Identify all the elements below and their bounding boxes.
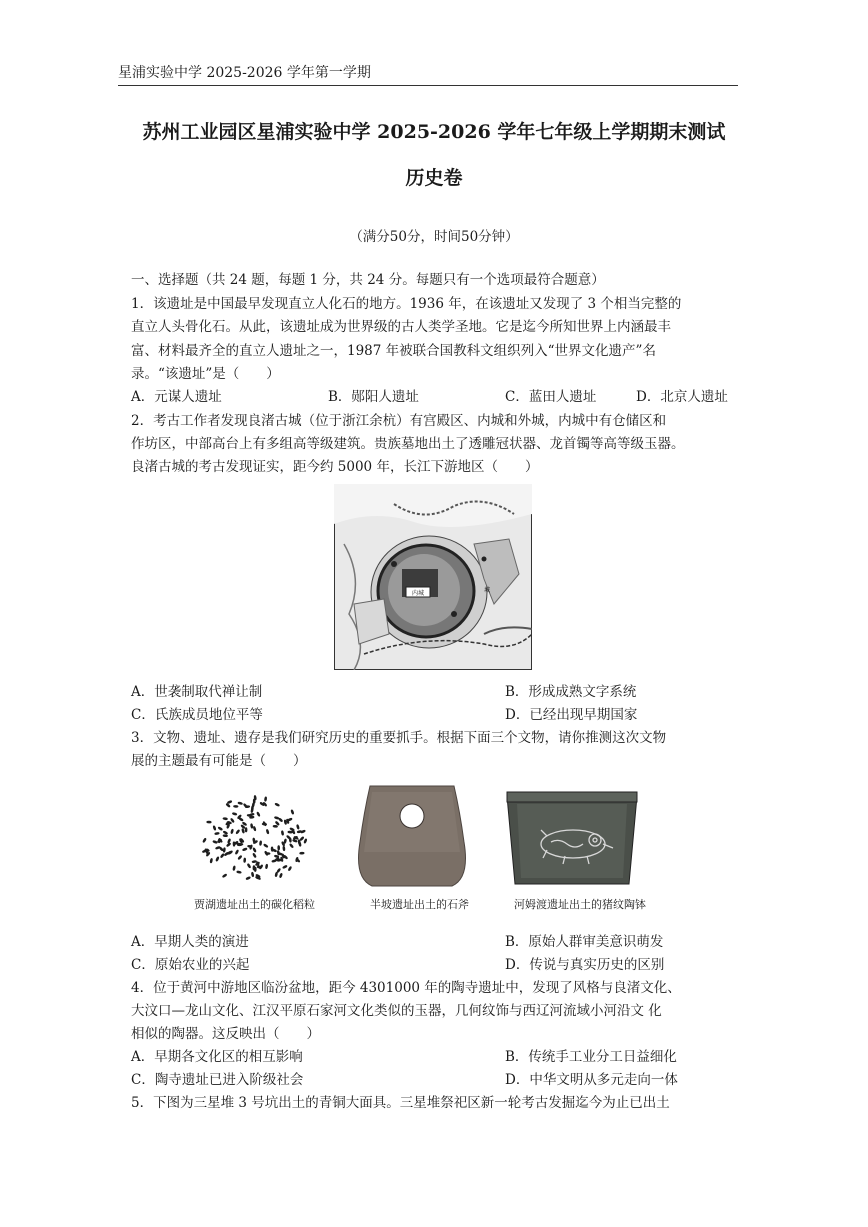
q4-option-d[interactable]: D．中华文明从多元走向一体	[505, 1072, 678, 1088]
q2-option-c[interactable]: C．氏族成员地位平等	[131, 707, 263, 723]
caption-rice-grains: 贾湖遗址出土的碳化稻粒	[194, 898, 315, 911]
q1-line: 直立人头骨化石。从此，该遗址成为世界级的古人类学圣地。它是迄今所知世界上内涵最丰	[131, 319, 671, 335]
q4-line: 大汶口—龙山文化、江汉平原石家河文化类似的玉器，几何纹饰与西辽河流域小河沿文 化	[131, 1003, 662, 1019]
stone-axe-image	[352, 782, 472, 890]
q1-line: 富、材料最齐全的直立人遗址之一，1987 年被联合国教科文组织列入“世界文化遗产”名	[131, 343, 656, 359]
exam-title: 苏州工业园区星浦实验中学 2025-2026 学年七年级上学期期末测试	[142, 121, 726, 143]
section-heading: 一、选择题（共 24 题，每题 1 分，共 24 分。每题只有一个选项最符合题意）	[131, 272, 605, 288]
q1-line: 1．该遗址是中国最早发现直立人化石的地方。1936 年，在该遗址又发现了 3 个相当完整的	[131, 296, 682, 312]
running-header: 星浦实验中学 2025-2026 学年第一学期	[118, 65, 371, 81]
q3-option-a[interactable]: A．早期人类的演进	[131, 934, 249, 950]
q4-option-b[interactable]: B．传统手工业分工日益细化	[505, 1049, 677, 1065]
q2-line: 作坊区，中部高台上有多组高等级建筑。贵族墓地出土了透雕冠状器、龙首镯等高等级玉器。	[131, 436, 685, 452]
q4-option-c[interactable]: C．陶寺遗址已进入阶级社会	[131, 1072, 304, 1088]
carbonized-rice-grains-image	[196, 790, 312, 890]
exam-subject-title: 历史卷	[405, 167, 463, 189]
q3-option-c[interactable]: C．原始农业的兴起	[131, 957, 250, 973]
q2-option-d[interactable]: D．已经出现早期国家	[505, 707, 638, 723]
q3-line: 展的主题最有可能是（ ）	[131, 753, 307, 769]
map-label-city: 城	[484, 587, 491, 594]
pig-pattern-pottery-bowl-image	[503, 788, 641, 892]
caption-pottery-bowl: 河姆渡遗址出土的猪纹陶钵	[514, 898, 646, 911]
q1-option-a[interactable]: A．元谋人遗址	[131, 389, 222, 405]
q3-option-d[interactable]: D．传说与真实历史的区别	[505, 957, 665, 973]
q4-line: 4．位于黄河中游地区临汾盆地，距今 4301000 年的陶寺遗址中，发现了风格与良渚文化、	[131, 980, 681, 996]
caption-stone-axe: 半坡遗址出土的石斧	[370, 898, 469, 911]
q1-line: 录。“该遗址”是（ ）	[131, 366, 280, 382]
q3-line: 3．文物、遗址、遗存是我们研究历史的重要抓手。根据下面三个文物，请你推测这次文物	[131, 730, 667, 746]
q3-option-b[interactable]: B．原始人群审美意识萌发	[505, 934, 664, 950]
q1-option-d[interactable]: D．北京人遗址	[636, 389, 728, 405]
q2-line: 2．考古工作者发现良渚古城（位于浙江余杭）有宫殿区、内城和外城，内城中有仓储区和	[131, 413, 667, 429]
q2-option-a[interactable]: A．世袭制取代禅让制	[131, 684, 263, 700]
q2-option-b[interactable]: B．形成成熟文字系统	[505, 684, 637, 700]
q2-line: 良渚古城的考古发现证实，距今约 5000 年，长江下游地区（ ）	[131, 459, 539, 475]
q1-option-c[interactable]: C．蓝田人遗址	[505, 389, 597, 405]
rice-grain	[245, 827, 248, 832]
liangzhu-city-map	[334, 484, 532, 670]
exam-score-time: （满分50分，时间50分钟）	[349, 229, 519, 245]
q4-line: 相似的陶器。这反映出（ ）	[131, 1026, 320, 1042]
map-label-inner-city: 内城	[411, 590, 425, 597]
q5-line: 5．下图为三星堆 3 号坑出土的青铜大面具。三星堆祭祀区新一轮考古发掘迄今为止已出土	[131, 1095, 670, 1111]
q1-option-b[interactable]: B．郧阳人遗址	[328, 389, 419, 405]
header-divider	[118, 85, 738, 86]
q4-option-a[interactable]: A．早期各文化区的相互影响	[131, 1049, 303, 1065]
